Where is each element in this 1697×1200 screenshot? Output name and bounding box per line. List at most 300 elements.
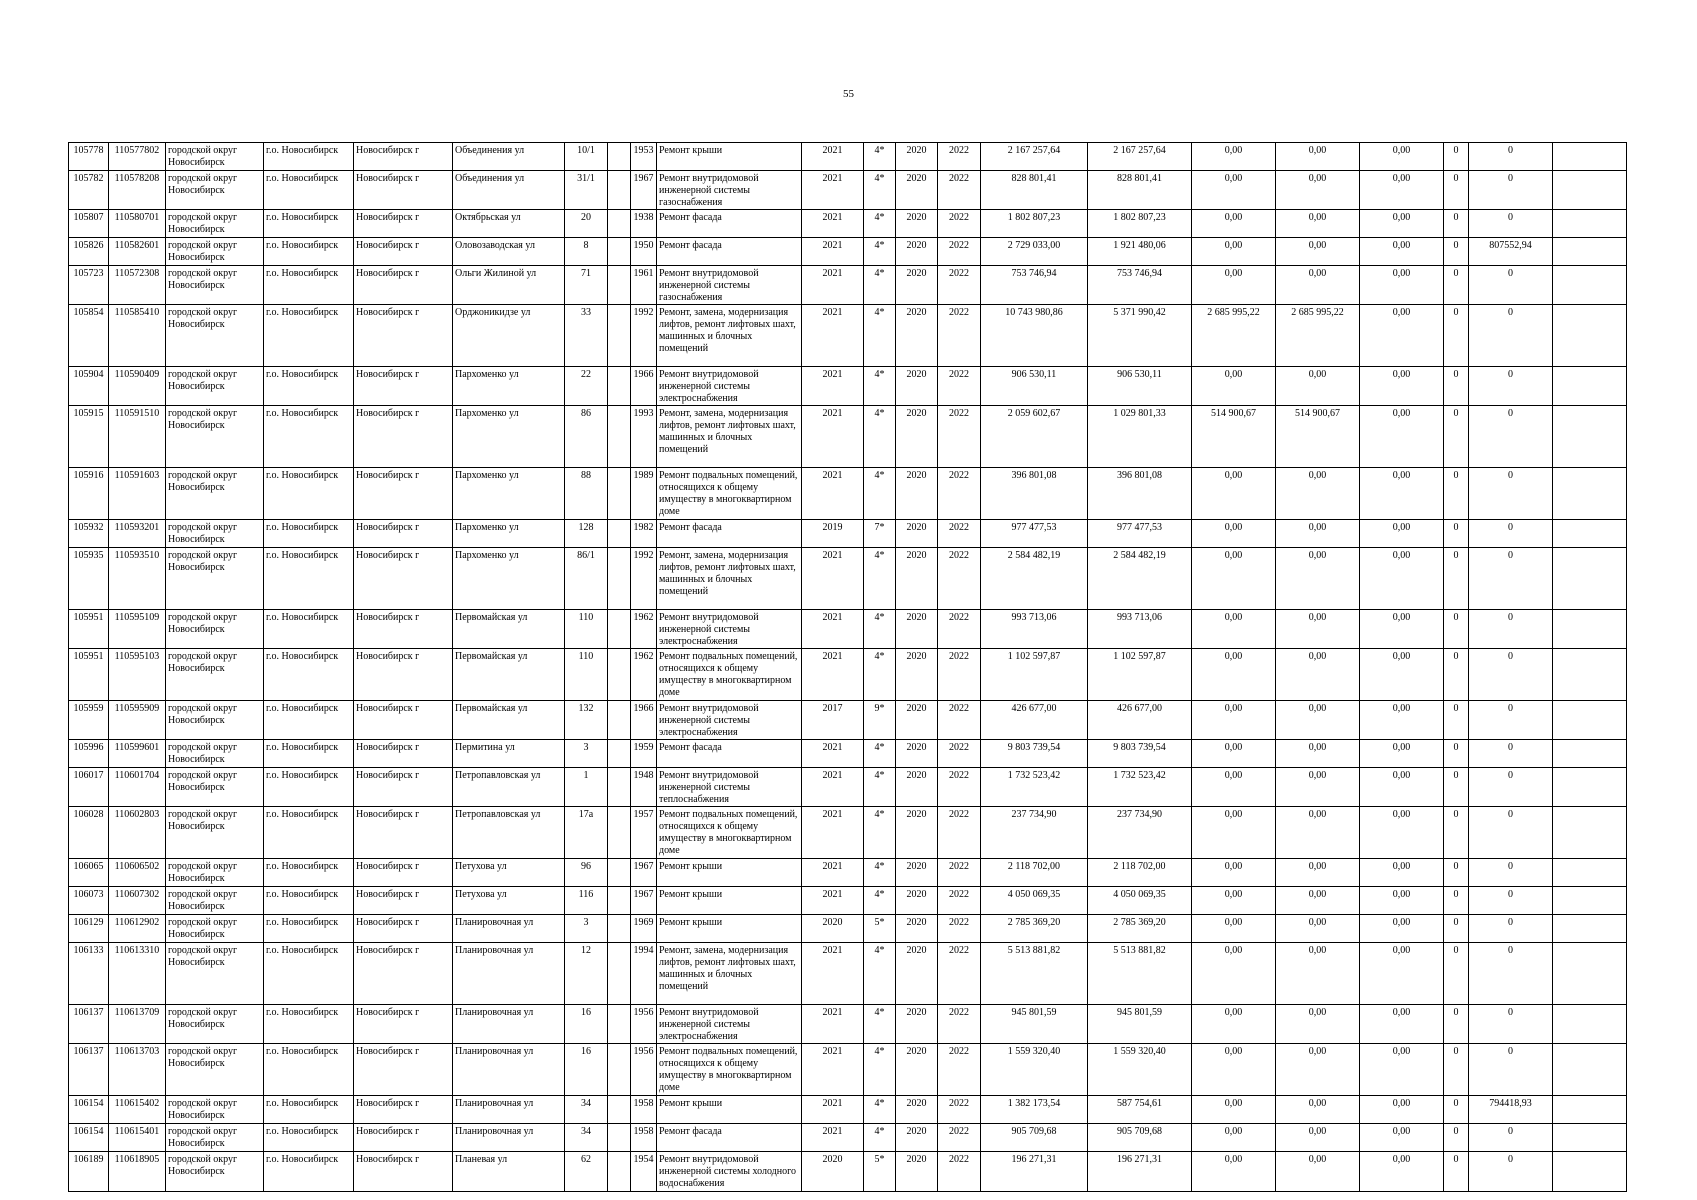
year-built-cell: 1953 (631, 143, 657, 171)
note-cell (1553, 1096, 1627, 1124)
category-cell: 4* (864, 807, 896, 859)
plan-year-cell: 2020 (802, 1152, 864, 1192)
total-cost-cell: 906 530,11 (981, 367, 1088, 406)
house-number-cell: 16 (565, 1005, 608, 1044)
category-cell: 7* (864, 520, 896, 548)
extra-funds-cell: 0 (1469, 610, 1553, 649)
municipality-cell: г.о. Новосибирск (264, 548, 354, 610)
table-row (69, 1096, 1627, 1124)
extra-funds-cell: 0 (1469, 768, 1553, 807)
regional-funds-cell: 0,00 (1276, 520, 1360, 548)
house-code-cell: 110591603 (109, 468, 166, 520)
house-number-cell: 128 (565, 520, 608, 548)
regional-funds-cell: 0,00 (1276, 1152, 1360, 1192)
category-cell: 5* (864, 915, 896, 943)
note-cell (1553, 649, 1627, 701)
extra-funds-cell: 0 (1469, 943, 1553, 1005)
owners-funds-cell: 0 (1444, 305, 1469, 367)
street-cell: Планевая ул (453, 1152, 565, 1192)
total-cost-cell: 977 477,53 (981, 520, 1088, 548)
district-cell: городской округ Новосибирск (166, 210, 264, 238)
owners-funds-cell: 0 (1444, 740, 1469, 768)
fund-cost-cell: 1 921 480,06 (1088, 238, 1192, 266)
period-from-cell: 2020 (896, 1044, 938, 1096)
plan-year-cell: 2021 (802, 887, 864, 915)
fund-cost-cell: 587 754,61 (1088, 1096, 1192, 1124)
table-row (69, 171, 1627, 210)
extra-funds-cell: 0 (1469, 548, 1553, 610)
record-id-cell: 105904 (69, 367, 109, 406)
total-cost-cell: 426 677,00 (981, 701, 1088, 740)
house-number-cell: 33 (565, 305, 608, 367)
work-type-cell: Ремонт фасада (657, 740, 802, 768)
municipality-cell: г.о. Новосибирск (264, 468, 354, 520)
year-built-cell: 1967 (631, 171, 657, 210)
work-type-cell: Ремонт внутридомовой инженерной системы электроснабжения (657, 610, 802, 649)
plan-year-cell: 2021 (802, 649, 864, 701)
letter-cell (608, 887, 631, 915)
house-code-cell: 110572308 (109, 266, 166, 305)
local-funds-cell: 0,00 (1360, 610, 1444, 649)
house-code-cell: 110606502 (109, 859, 166, 887)
letter-cell (608, 305, 631, 367)
city-cell: Новосибирск г (354, 171, 453, 210)
letter-cell (608, 1044, 631, 1096)
city-cell: Новосибирск г (354, 807, 453, 859)
letter-cell (608, 649, 631, 701)
period-from-cell: 2020 (896, 807, 938, 859)
category-cell: 4* (864, 238, 896, 266)
fund-cost-cell: 426 677,00 (1088, 701, 1192, 740)
extra-funds-cell: 0 (1469, 859, 1553, 887)
street-cell: Пархоменко ул (453, 406, 565, 468)
table-row (69, 520, 1627, 548)
letter-cell (608, 1096, 631, 1124)
owners-funds-cell: 0 (1444, 859, 1469, 887)
total-cost-cell: 1 559 320,40 (981, 1044, 1088, 1096)
record-id-cell: 106028 (69, 807, 109, 859)
house-code-cell: 110613310 (109, 943, 166, 1005)
work-type-cell: Ремонт, замена, модернизация лифтов, ремонт лифтовых шахт, машинных и блочных помещений (657, 406, 802, 468)
owners-funds-cell: 0 (1444, 1096, 1469, 1124)
period-from-cell: 2020 (896, 210, 938, 238)
period-to-cell: 2022 (938, 649, 981, 701)
period-from-cell: 2020 (896, 1005, 938, 1044)
year-built-cell: 1967 (631, 887, 657, 915)
total-cost-cell: 4 050 069,35 (981, 887, 1088, 915)
period-from-cell: 2020 (896, 610, 938, 649)
owners-funds-cell: 0 (1444, 548, 1469, 610)
note-cell (1553, 768, 1627, 807)
federal-funds-cell: 0,00 (1192, 171, 1276, 210)
regional-funds-cell: 0,00 (1276, 807, 1360, 859)
city-cell: Новосибирск г (354, 610, 453, 649)
district-cell: городской округ Новосибирск (166, 1152, 264, 1192)
plan-year-cell: 2021 (802, 807, 864, 859)
house-number-cell: 12 (565, 943, 608, 1005)
year-built-cell: 1958 (631, 1124, 657, 1152)
district-cell: городской округ Новосибирск (166, 548, 264, 610)
city-cell: Новосибирск г (354, 768, 453, 807)
year-built-cell: 1957 (631, 807, 657, 859)
period-from-cell: 2020 (896, 367, 938, 406)
plan-year-cell: 2021 (802, 943, 864, 1005)
record-id-cell: 106073 (69, 887, 109, 915)
category-cell: 9* (864, 701, 896, 740)
local-funds-cell: 0,00 (1360, 210, 1444, 238)
total-cost-cell: 945 801,59 (981, 1005, 1088, 1044)
extra-funds-cell: 0 (1469, 305, 1553, 367)
period-to-cell: 2022 (938, 1124, 981, 1152)
city-cell: Новосибирск г (354, 915, 453, 943)
plan-year-cell: 2021 (802, 143, 864, 171)
table-row (69, 406, 1627, 468)
plan-year-cell: 2021 (802, 468, 864, 520)
category-cell: 4* (864, 610, 896, 649)
period-to-cell: 2022 (938, 1096, 981, 1124)
federal-funds-cell: 0,00 (1192, 367, 1276, 406)
fund-cost-cell: 977 477,53 (1088, 520, 1192, 548)
district-cell: городской округ Новосибирск (166, 740, 264, 768)
category-cell: 4* (864, 887, 896, 915)
period-from-cell: 2020 (896, 649, 938, 701)
fund-cost-cell: 396 801,08 (1088, 468, 1192, 520)
federal-funds-cell: 0,00 (1192, 210, 1276, 238)
federal-funds-cell: 0,00 (1192, 859, 1276, 887)
house-code-cell: 110593201 (109, 520, 166, 548)
period-to-cell: 2022 (938, 740, 981, 768)
local-funds-cell: 0,00 (1360, 915, 1444, 943)
local-funds-cell: 0,00 (1360, 701, 1444, 740)
street-cell: Планировочная ул (453, 1096, 565, 1124)
federal-funds-cell: 0,00 (1192, 548, 1276, 610)
work-type-cell: Ремонт крыши (657, 1096, 802, 1124)
table-row (69, 649, 1627, 701)
house-code-cell: 110590409 (109, 367, 166, 406)
total-cost-cell: 10 743 980,86 (981, 305, 1088, 367)
house-number-cell: 86 (565, 406, 608, 468)
house-code-cell: 110615401 (109, 1124, 166, 1152)
house-number-cell: 110 (565, 610, 608, 649)
year-built-cell: 1994 (631, 943, 657, 1005)
federal-funds-cell: 0,00 (1192, 701, 1276, 740)
period-to-cell: 2022 (938, 305, 981, 367)
fund-cost-cell: 993 713,06 (1088, 610, 1192, 649)
plan-year-cell: 2021 (802, 406, 864, 468)
period-to-cell: 2022 (938, 807, 981, 859)
owners-funds-cell: 0 (1444, 768, 1469, 807)
extra-funds-cell: 0 (1469, 1044, 1553, 1096)
street-cell: Пермитина ул (453, 740, 565, 768)
table-row (69, 859, 1627, 887)
regional-funds-cell: 514 900,67 (1276, 406, 1360, 468)
local-funds-cell: 0,00 (1360, 1152, 1444, 1192)
municipality-cell: г.о. Новосибирск (264, 1152, 354, 1192)
record-id-cell: 105854 (69, 305, 109, 367)
regional-funds-cell: 0,00 (1276, 367, 1360, 406)
total-cost-cell: 753 746,94 (981, 266, 1088, 305)
extra-funds-cell: 0 (1469, 649, 1553, 701)
period-to-cell: 2022 (938, 1044, 981, 1096)
period-from-cell: 2020 (896, 740, 938, 768)
plan-year-cell: 2019 (802, 520, 864, 548)
local-funds-cell: 0,00 (1360, 171, 1444, 210)
total-cost-cell: 2 729 033,00 (981, 238, 1088, 266)
house-code-cell: 110601704 (109, 768, 166, 807)
city-cell: Новосибирск г (354, 1005, 453, 1044)
local-funds-cell: 0,00 (1360, 649, 1444, 701)
municipality-cell: г.о. Новосибирск (264, 943, 354, 1005)
note-cell (1553, 943, 1627, 1005)
municipality-cell: г.о. Новосибирск (264, 238, 354, 266)
local-funds-cell: 0,00 (1360, 1044, 1444, 1096)
category-cell: 4* (864, 1096, 896, 1124)
record-id-cell: 105723 (69, 266, 109, 305)
house-code-cell: 110595109 (109, 610, 166, 649)
regional-funds-cell: 0,00 (1276, 768, 1360, 807)
owners-funds-cell: 0 (1444, 468, 1469, 520)
note-cell (1553, 238, 1627, 266)
total-cost-cell: 828 801,41 (981, 171, 1088, 210)
category-cell: 4* (864, 367, 896, 406)
municipality-cell: г.о. Новосибирск (264, 143, 354, 171)
fund-cost-cell: 4 050 069,35 (1088, 887, 1192, 915)
note-cell (1553, 520, 1627, 548)
table-row (69, 701, 1627, 740)
letter-cell (608, 859, 631, 887)
owners-funds-cell: 0 (1444, 520, 1469, 548)
house-code-cell: 110595103 (109, 649, 166, 701)
house-number-cell: 116 (565, 887, 608, 915)
house-code-cell: 110613703 (109, 1044, 166, 1096)
extra-funds-cell: 0 (1469, 520, 1553, 548)
house-number-cell: 8 (565, 238, 608, 266)
house-code-cell: 110585410 (109, 305, 166, 367)
municipality-cell: г.о. Новосибирск (264, 406, 354, 468)
category-cell: 4* (864, 649, 896, 701)
work-type-cell: Ремонт, замена, модернизация лифтов, ремонт лифтовых шахт, машинных и блочных помещений (657, 305, 802, 367)
period-from-cell: 2020 (896, 1152, 938, 1192)
letter-cell (608, 548, 631, 610)
category-cell: 4* (864, 143, 896, 171)
local-funds-cell: 0,00 (1360, 1005, 1444, 1044)
federal-funds-cell: 0,00 (1192, 807, 1276, 859)
street-cell: Пархоменко ул (453, 520, 565, 548)
local-funds-cell: 0,00 (1360, 1124, 1444, 1152)
category-cell: 4* (864, 1005, 896, 1044)
work-type-cell: Ремонт, замена, модернизация лифтов, ремонт лифтовых шахт, машинных и блочных помещений (657, 943, 802, 1005)
year-built-cell: 1966 (631, 701, 657, 740)
house-number-cell: 1 (565, 768, 608, 807)
work-type-cell: Ремонт внутридомовой инженерной системы газоснабжения (657, 171, 802, 210)
house-number-cell: 71 (565, 266, 608, 305)
federal-funds-cell: 0,00 (1192, 610, 1276, 649)
city-cell: Новосибирск г (354, 143, 453, 171)
letter-cell (608, 768, 631, 807)
owners-funds-cell: 0 (1444, 1005, 1469, 1044)
municipality-cell: г.о. Новосибирск (264, 740, 354, 768)
local-funds-cell: 0,00 (1360, 238, 1444, 266)
street-cell: Планировочная ул (453, 915, 565, 943)
district-cell: городской округ Новосибирск (166, 701, 264, 740)
local-funds-cell: 0,00 (1360, 266, 1444, 305)
federal-funds-cell: 0,00 (1192, 943, 1276, 1005)
local-funds-cell: 0,00 (1360, 468, 1444, 520)
table-body (69, 143, 1627, 1192)
period-to-cell: 2022 (938, 915, 981, 943)
work-type-cell: Ремонт крыши (657, 143, 802, 171)
owners-funds-cell: 0 (1444, 807, 1469, 859)
plan-year-cell: 2017 (802, 701, 864, 740)
capital-repair-table (68, 142, 1627, 1192)
house-number-cell: 20 (565, 210, 608, 238)
regional-funds-cell: 0,00 (1276, 701, 1360, 740)
period-from-cell: 2020 (896, 305, 938, 367)
plan-year-cell: 2020 (802, 915, 864, 943)
house-code-cell: 110582601 (109, 238, 166, 266)
district-cell: городской округ Новосибирск (166, 610, 264, 649)
letter-cell (608, 367, 631, 406)
fund-cost-cell: 753 746,94 (1088, 266, 1192, 305)
category-cell: 4* (864, 406, 896, 468)
work-type-cell: Ремонт крыши (657, 887, 802, 915)
house-code-cell: 110615402 (109, 1096, 166, 1124)
record-id-cell: 105951 (69, 649, 109, 701)
letter-cell (608, 520, 631, 548)
regional-funds-cell: 0,00 (1276, 740, 1360, 768)
house-code-cell: 110580701 (109, 210, 166, 238)
fund-cost-cell: 2 785 369,20 (1088, 915, 1192, 943)
owners-funds-cell: 0 (1444, 915, 1469, 943)
house-number-cell: 88 (565, 468, 608, 520)
period-to-cell: 2022 (938, 171, 981, 210)
plan-year-cell: 2021 (802, 1005, 864, 1044)
year-built-cell: 1969 (631, 915, 657, 943)
street-cell: Планировочная ул (453, 1005, 565, 1044)
note-cell (1553, 548, 1627, 610)
local-funds-cell: 0,00 (1360, 887, 1444, 915)
fund-cost-cell: 1 029 801,33 (1088, 406, 1192, 468)
house-number-cell: 3 (565, 915, 608, 943)
year-built-cell: 1989 (631, 468, 657, 520)
year-built-cell: 1982 (631, 520, 657, 548)
regional-funds-cell: 0,00 (1276, 943, 1360, 1005)
extra-funds-cell: 0 (1469, 1005, 1553, 1044)
letter-cell (608, 943, 631, 1005)
regional-funds-cell: 0,00 (1276, 266, 1360, 305)
federal-funds-cell: 514 900,67 (1192, 406, 1276, 468)
street-cell: Октябрьская ул (453, 210, 565, 238)
owners-funds-cell: 0 (1444, 943, 1469, 1005)
work-type-cell: Ремонт внутридомовой инженерной системы электроснабжения (657, 367, 802, 406)
year-built-cell: 1950 (631, 238, 657, 266)
regional-funds-cell: 0,00 (1276, 143, 1360, 171)
regional-funds-cell: 0,00 (1276, 915, 1360, 943)
plan-year-cell: 2021 (802, 171, 864, 210)
year-built-cell: 1954 (631, 1152, 657, 1192)
total-cost-cell: 2 059 602,67 (981, 406, 1088, 468)
period-to-cell: 2022 (938, 210, 981, 238)
district-cell: городской округ Новосибирск (166, 1124, 264, 1152)
category-cell: 4* (864, 943, 896, 1005)
federal-funds-cell: 0,00 (1192, 520, 1276, 548)
total-cost-cell: 2 118 702,00 (981, 859, 1088, 887)
period-from-cell: 2020 (896, 701, 938, 740)
period-to-cell: 2022 (938, 1005, 981, 1044)
district-cell: городской округ Новосибирск (166, 915, 264, 943)
year-built-cell: 1992 (631, 548, 657, 610)
note-cell (1553, 210, 1627, 238)
municipality-cell: г.о. Новосибирск (264, 1124, 354, 1152)
regional-funds-cell: 2 685 995,22 (1276, 305, 1360, 367)
fund-cost-cell: 5 513 881,82 (1088, 943, 1192, 1005)
local-funds-cell: 0,00 (1360, 520, 1444, 548)
year-built-cell: 1948 (631, 768, 657, 807)
period-from-cell: 2020 (896, 768, 938, 807)
city-cell: Новосибирск г (354, 887, 453, 915)
house-code-cell: 110607302 (109, 887, 166, 915)
fund-cost-cell: 2 118 702,00 (1088, 859, 1192, 887)
period-to-cell: 2022 (938, 701, 981, 740)
local-funds-cell: 0,00 (1360, 143, 1444, 171)
period-from-cell: 2020 (896, 1124, 938, 1152)
plan-year-cell: 2021 (802, 238, 864, 266)
street-cell: Первомайская ул (453, 701, 565, 740)
federal-funds-cell: 0,00 (1192, 1152, 1276, 1192)
period-from-cell: 2020 (896, 406, 938, 468)
regional-funds-cell: 0,00 (1276, 649, 1360, 701)
total-cost-cell: 1 732 523,42 (981, 768, 1088, 807)
fund-cost-cell: 2 167 257,64 (1088, 143, 1192, 171)
record-id-cell: 106137 (69, 1005, 109, 1044)
local-funds-cell: 0,00 (1360, 768, 1444, 807)
federal-funds-cell: 0,00 (1192, 1124, 1276, 1152)
period-to-cell: 2022 (938, 887, 981, 915)
city-cell: Новосибирск г (354, 1096, 453, 1124)
plan-year-cell: 2021 (802, 859, 864, 887)
street-cell: Петропавловская ул (453, 807, 565, 859)
fund-cost-cell: 1 559 320,40 (1088, 1044, 1192, 1096)
house-code-cell: 110613709 (109, 1005, 166, 1044)
owners-funds-cell: 0 (1444, 610, 1469, 649)
house-code-cell: 110612902 (109, 915, 166, 943)
record-id-cell: 106017 (69, 768, 109, 807)
total-cost-cell: 1 802 807,23 (981, 210, 1088, 238)
category-cell: 4* (864, 1124, 896, 1152)
table-row (69, 210, 1627, 238)
house-code-cell: 110618905 (109, 1152, 166, 1192)
letter-cell (608, 807, 631, 859)
extra-funds-cell: 0 (1469, 367, 1553, 406)
period-from-cell: 2020 (896, 266, 938, 305)
street-cell: Петухова ул (453, 859, 565, 887)
city-cell: Новосибирск г (354, 859, 453, 887)
owners-funds-cell: 0 (1444, 238, 1469, 266)
category-cell: 4* (864, 468, 896, 520)
letter-cell (608, 266, 631, 305)
street-cell: Пархоменко ул (453, 367, 565, 406)
district-cell: городской округ Новосибирск (166, 1044, 264, 1096)
city-cell: Новосибирск г (354, 367, 453, 406)
fund-cost-cell: 945 801,59 (1088, 1005, 1192, 1044)
table-row (69, 1124, 1627, 1152)
house-number-cell: 86/1 (565, 548, 608, 610)
city-cell: Новосибирск г (354, 1152, 453, 1192)
extra-funds-cell: 0 (1469, 807, 1553, 859)
municipality-cell: г.о. Новосибирск (264, 210, 354, 238)
note-cell (1553, 887, 1627, 915)
district-cell: городской округ Новосибирск (166, 943, 264, 1005)
